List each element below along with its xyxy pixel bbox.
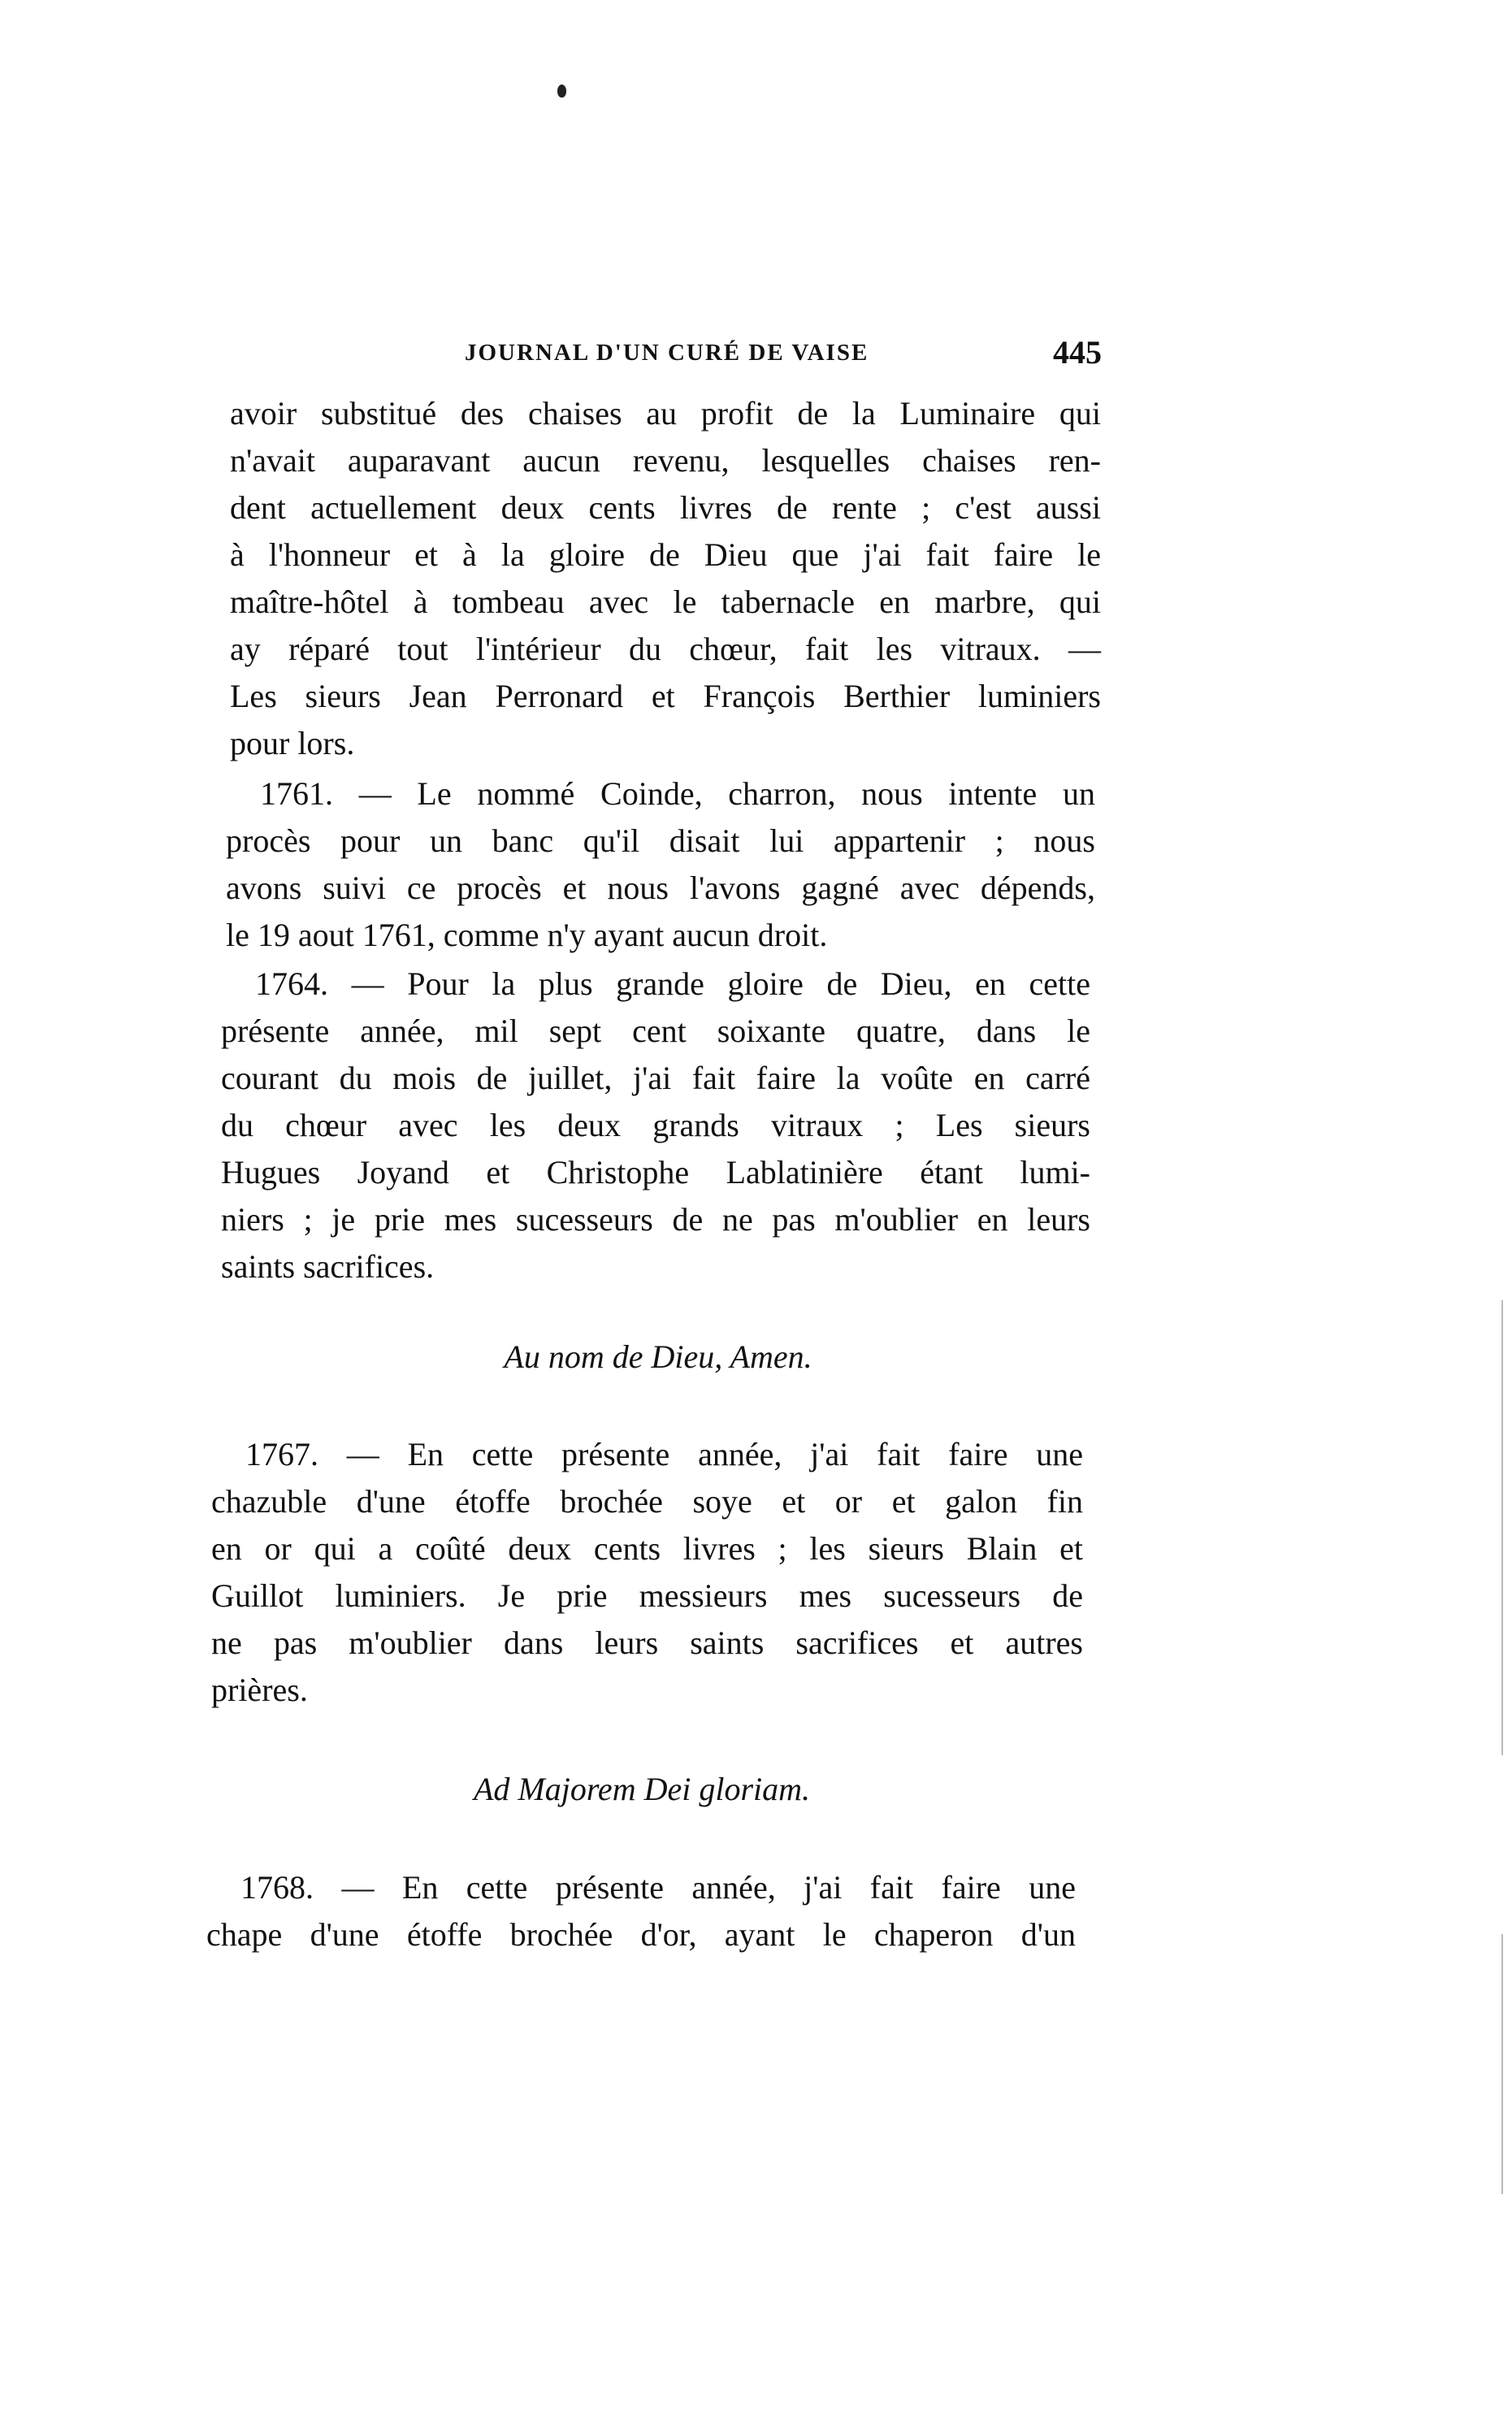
text-line: saints sacrifices. (221, 1248, 435, 1285)
paragraph-1767 (211, 1430, 1083, 1713)
text-line: dent actuellement deux cents livres de rente ; c'est aussi (230, 489, 1101, 526)
scan-edge-mark (1501, 1300, 1503, 1755)
heading-motto: Ad Majorem Dei gloriam. (473, 1771, 811, 1807)
paragraph-luminaire (230, 390, 1101, 767)
text-line: ne pas m'oublier dans leurs saints sacrifices et autres (211, 1624, 1083, 1661)
text-line: chape d'une étoffe brochée d'or, ayant le chaperon d'un (206, 1916, 1076, 1953)
text-line: chazuble d'une étoffe brochée soye et or et galon fin (211, 1483, 1083, 1520)
paragraph-1761 (226, 770, 1095, 959)
text-line: 1761. — Le nommé Coinde, charron, nous intente un (260, 775, 1095, 812)
text-line: avoir substitué des chaises au profit de la Luminaire qui (230, 395, 1101, 432)
ink-blot (557, 85, 566, 98)
scan-edge-mark (1501, 1934, 1503, 2194)
text-line: niers ; je prie mes sucesseurs de ne pas m'oublier en leurs (221, 1201, 1090, 1238)
text-line: présente année, mil sept cent soixante quatre, dans le (221, 1013, 1090, 1049)
text-line: du chœur avec les deux grands vitraux ; Les sieurs (221, 1107, 1090, 1143)
heading-invocation: Au nom de Dieu, Amen. (504, 1338, 812, 1375)
text-line: à l'honneur et à la gloire de Dieu que j'ai fait faire le (230, 536, 1101, 573)
text-line: 1767. — En cette présente année, j'ai fait faire une (245, 1436, 1083, 1472)
text-line: en or qui a coûté deux cents livres ; les sieurs Blain et (211, 1530, 1083, 1567)
text-line: maître-hôtel à tombeau avec le tabernacle en marbre, qui (230, 583, 1101, 620)
text-line: ay réparé tout l'intérieur du chœur, fait les vitraux. — (230, 631, 1101, 667)
text-line: courant du mois de juillet, j'ai fait faire la voûte en carré (221, 1060, 1090, 1096)
text-line: Hugues Joyand et Christophe Lablatinière étant lumi- (221, 1154, 1090, 1190)
text-line: Guillot luminiers. Je prie messieurs mes sucesseurs de (211, 1577, 1083, 1614)
paragraph-1764 (221, 961, 1090, 1290)
text-line: Les sieurs Jean Perronard et François Berthier luminiers (230, 678, 1101, 714)
text-line: 1764. — Pour la plus grande gloire de Dieu, en cette (255, 965, 1090, 1002)
text-line: prières. (211, 1672, 308, 1708)
text-line: procès pour un banc qu'il disait lui appartenir ; nous (226, 822, 1095, 859)
text-line: avons suivi ce procès et nous l'avons gagné avec dépends, (226, 870, 1095, 906)
text-line: le 19 aout 1761, comme n'y ayant aucun droit. (226, 917, 828, 953)
running-title: JOURNAL D'UN CURÉ DE VAISE (465, 340, 869, 366)
text-line: n'avait auparavant aucun revenu, lesquelles chaises ren- (230, 442, 1101, 479)
paragraph-1768 (206, 1864, 1076, 1958)
text-line: pour lors. (230, 725, 355, 761)
page-number: 445 (1053, 334, 1102, 371)
text-line: 1768. — En cette présente année, j'ai fait faire une (240, 1869, 1076, 1906)
